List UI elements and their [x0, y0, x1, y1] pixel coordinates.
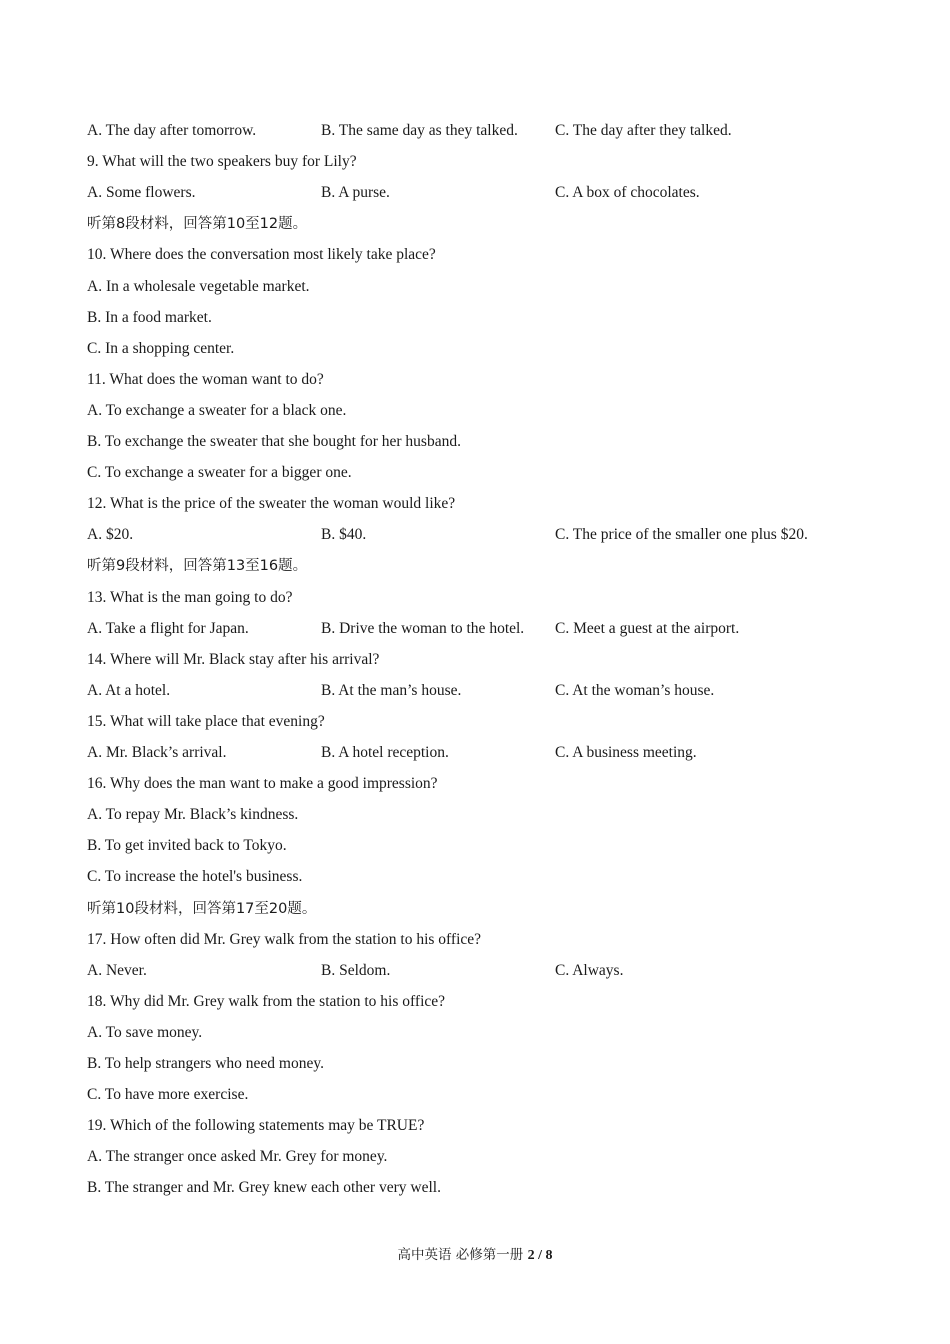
option-a: A. Take a flight for Japan. [87, 619, 249, 637]
option-c: C. A box of chocolates. [555, 184, 700, 202]
question-text [87, 150, 357, 174]
line-text: A. In a wholesale vegetable market. [87, 277, 310, 295]
option-line [87, 1052, 324, 1076]
section-heading-text: 听第9段材料，回答第13至16题。 [87, 558, 308, 575]
line-text: 9. What will the two speakers buy for Lily? [87, 153, 357, 171]
option-b: B. The same day as they talked. [321, 122, 518, 139]
option-c: C. Meet a guest at the airport. [555, 619, 740, 637]
line-text: A. To save money. [87, 1023, 203, 1041]
line-text: 13. What is the man going to do? [87, 588, 293, 606]
option-a: A. Never. [87, 961, 147, 979]
option-line [87, 1176, 441, 1200]
option-line [87, 834, 287, 858]
option-a: A. The day after tomorrow. [87, 122, 257, 139]
question-text [87, 710, 325, 734]
option-line [87, 1145, 387, 1169]
option-line [87, 865, 302, 889]
line-text: C. To have more exercise. [87, 1086, 249, 1104]
footer-label: 高中英语 必修第一册 [397, 1247, 528, 1263]
question-text [87, 928, 481, 952]
question-text [87, 1114, 424, 1138]
option-line [87, 430, 461, 454]
section-heading [87, 212, 307, 236]
option-line [87, 1083, 248, 1107]
question-text [87, 648, 379, 672]
option-a: A. At a hotel. [87, 681, 171, 699]
line-text: A. The stranger once asked Mr. Grey for money. [87, 1148, 388, 1166]
line-text: C. To exchange a sweater for a bigger one. [87, 464, 352, 482]
page-number: 2 / 8 [527, 1248, 553, 1263]
option-c: C. Always. [555, 961, 624, 979]
line-text: 12. What is the price of the sweater the woman would like? [87, 495, 456, 513]
line-text: A. To repay Mr. Black’s kindness. [87, 806, 299, 824]
line-text: B. In a food market. [87, 308, 212, 326]
line-text: A. To exchange a sweater for a black one. [87, 401, 347, 419]
option-b: B. A purse. [321, 184, 390, 202]
option-b: B. $40. [321, 526, 367, 544]
question-text [87, 492, 455, 516]
option-line [87, 803, 298, 827]
line-text: B. To help strangers who need money. [87, 1055, 324, 1072]
option-c: C. The price of the smaller one plus $20. [555, 526, 808, 544]
question-text [87, 990, 445, 1014]
line-text: 19. Which of the following statements may be TRUE? [87, 1117, 425, 1135]
option-line [87, 399, 346, 423]
option-b: B. A hotel reception. [321, 744, 449, 761]
option-line [87, 461, 352, 485]
option-line [87, 1021, 202, 1045]
line-text: C. To increase the hotel's business. [87, 868, 303, 886]
line-text: 15. What will take place that evening? [87, 712, 325, 730]
option-c: C. A business meeting. [555, 744, 697, 761]
line-text: 11. What does the woman want to do? [87, 370, 324, 388]
section-heading [87, 554, 307, 578]
line-text: B. To exchange the sweater that she bought for her husband. [87, 433, 461, 450]
line-text: B. The stranger and Mr. Grey knew each other very well. [87, 1179, 441, 1197]
option-c: C. The day after they talked. [555, 122, 732, 139]
question-text [87, 586, 293, 610]
section-heading-text: 听第10段材料，回答第17至20题。 [87, 900, 317, 917]
option-line [87, 275, 310, 299]
option-a: A. Mr. Black’s arrival. [87, 744, 227, 761]
section-heading [87, 897, 316, 921]
line-text: 10. Where does the conversation most likely take place? [87, 246, 436, 264]
option-a: A. $20. [87, 526, 134, 544]
line-text: B. To get invited back to Tokyo. [87, 837, 287, 855]
question-text [87, 243, 436, 267]
option-line [87, 306, 212, 330]
question-text [87, 368, 324, 392]
question-text [87, 772, 438, 796]
option-b: B. At the man’s house. [321, 681, 462, 699]
option-c: C. At the woman’s house. [555, 681, 715, 699]
line-text: 18. Why did Mr. Grey walk from the station to his office? [87, 992, 446, 1010]
option-b: B. Seldom. [321, 961, 391, 979]
line-text: 16. Why does the man want to make a good impression? [87, 775, 438, 793]
section-heading-text: 听第8段材料，回答第10至12题。 [87, 216, 308, 233]
option-a: A. Some flowers. [87, 184, 196, 202]
line-text: C. In a shopping center. [87, 339, 235, 357]
option-line [87, 337, 234, 361]
page-footer [0, 1244, 950, 1267]
option-b: B. Drive the woman to the hotel. [321, 619, 525, 637]
line-text: 17. How often did Mr. Grey walk from the station to his office? [87, 930, 482, 948]
line-text: 14. Where will Mr. Black stay after his arrival? [87, 650, 380, 668]
